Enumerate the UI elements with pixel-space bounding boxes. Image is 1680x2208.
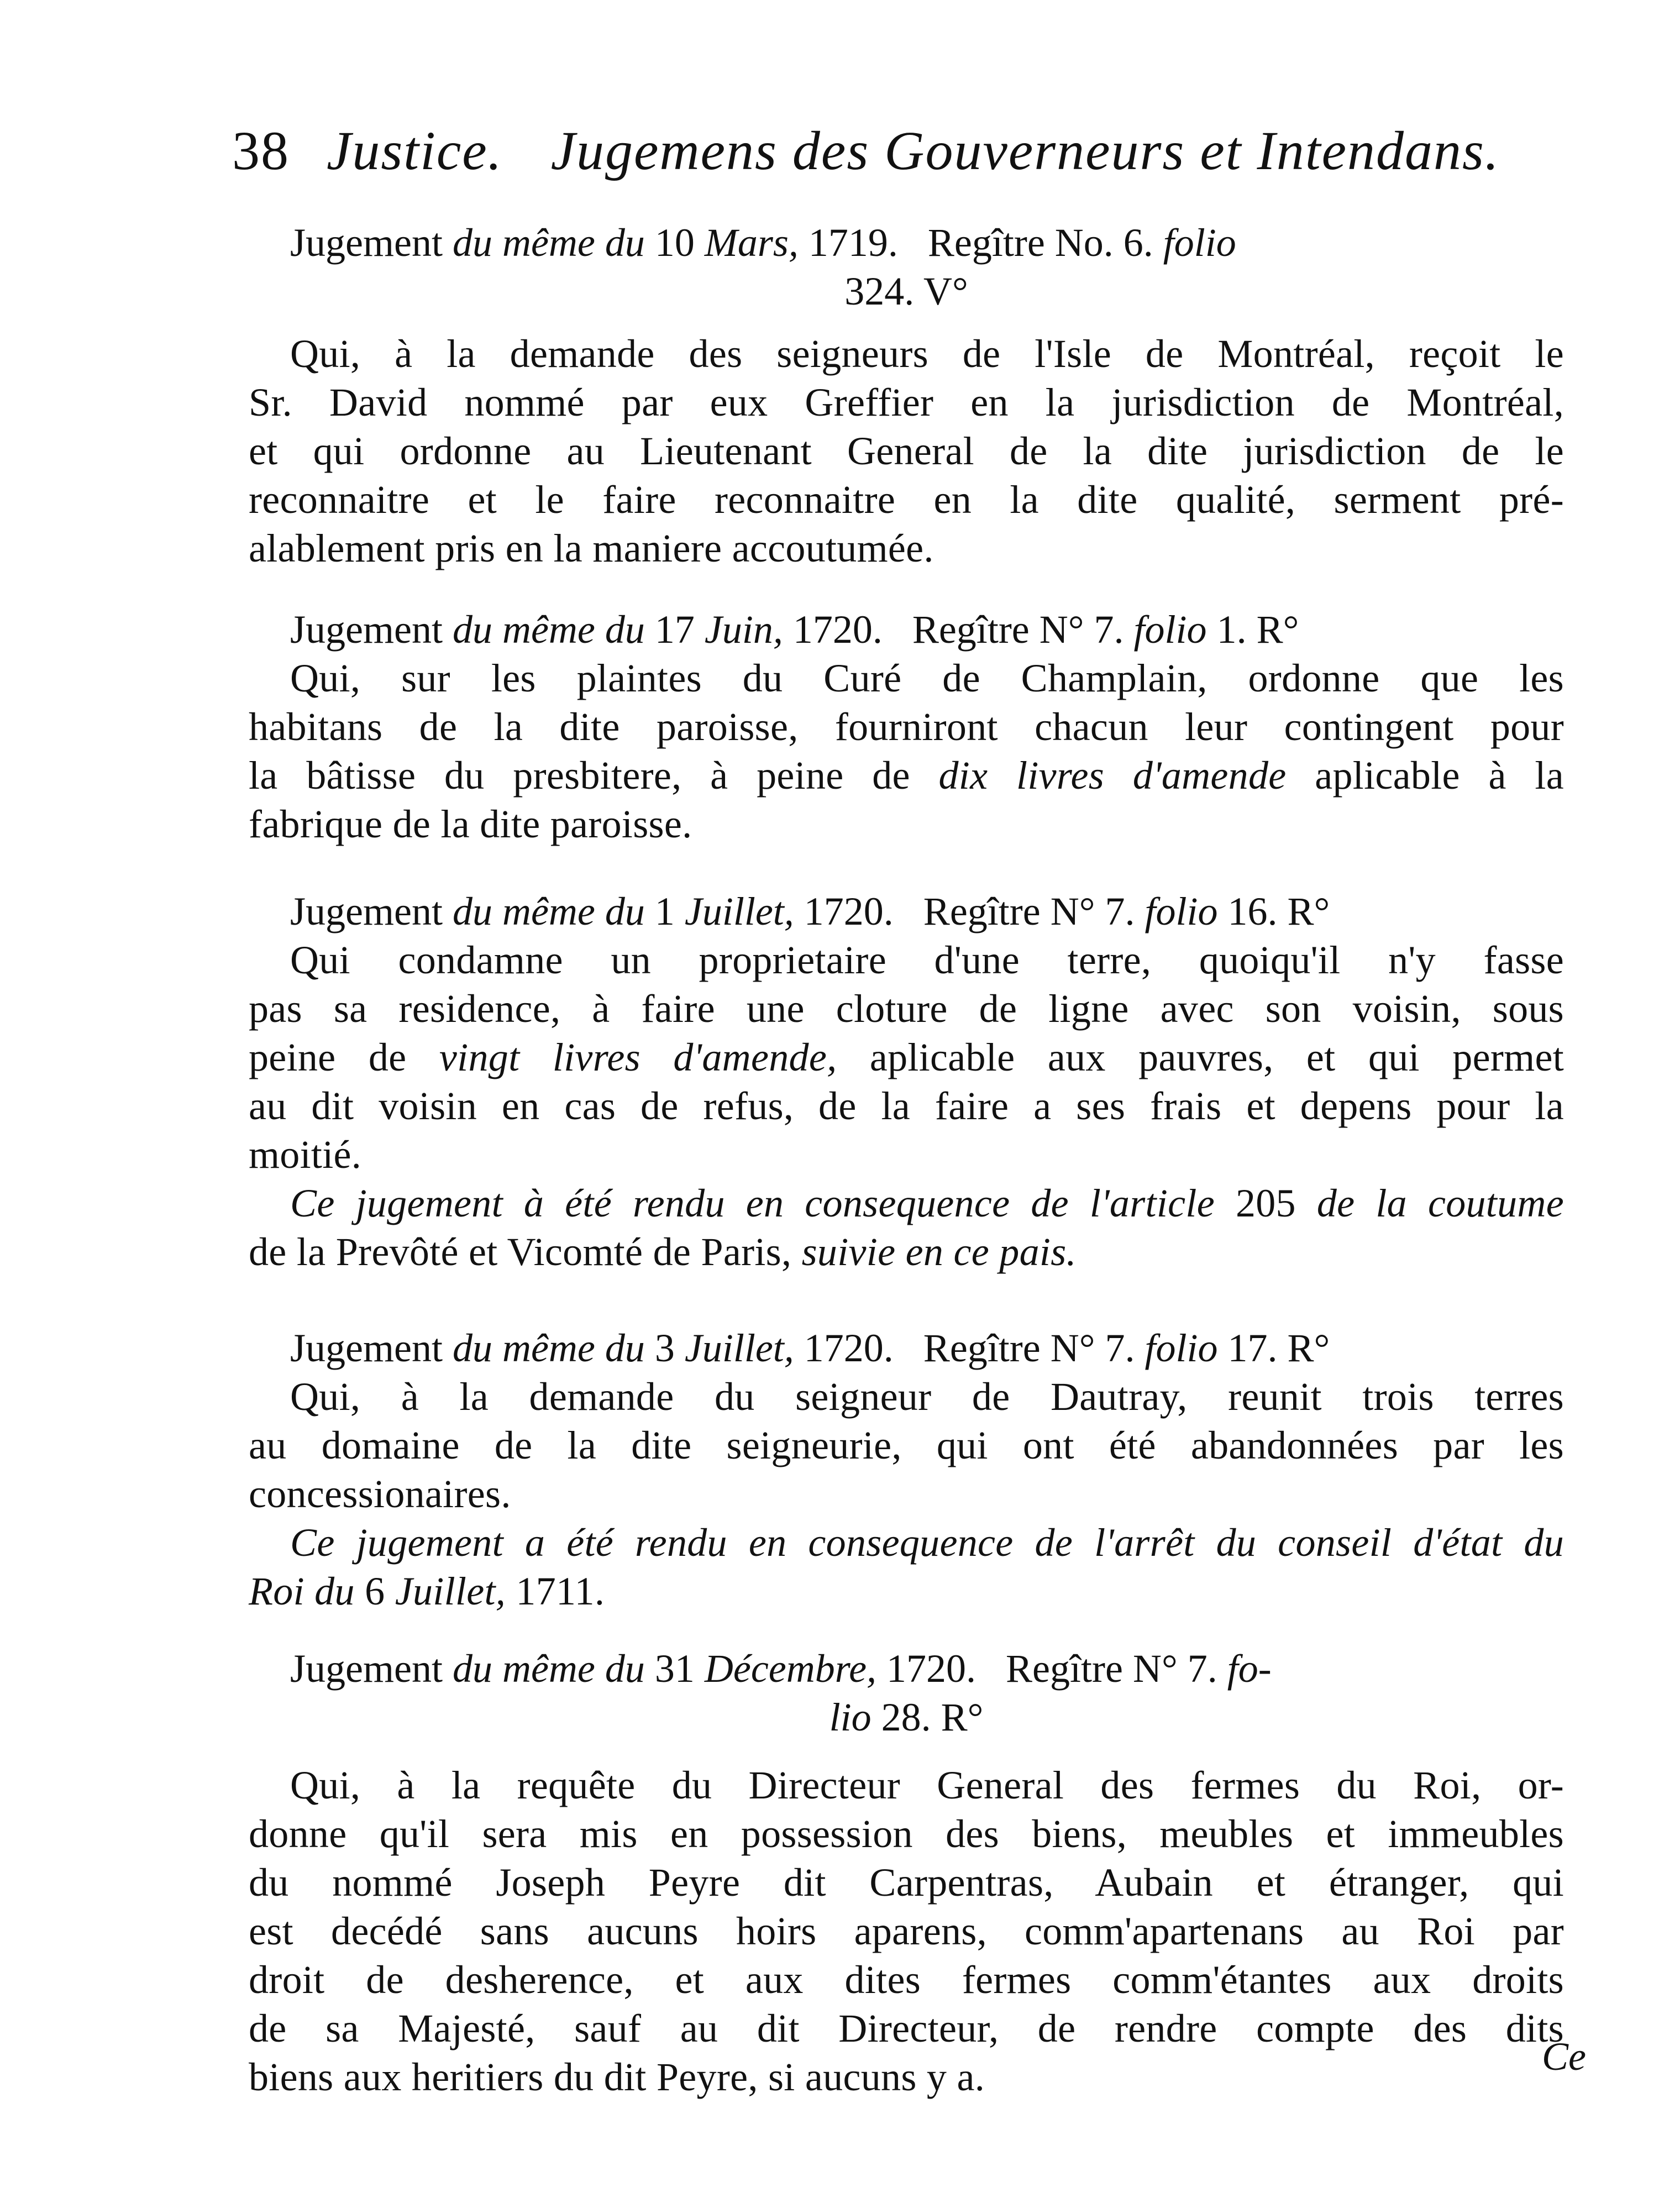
running-head xyxy=(232,119,1586,213)
note-line: de la Prevôté et Vicomté de Paris, suivie en ce pais. xyxy=(249,1230,1077,1274)
paragraph-line: et qui ordonne au Lieutenant General de la dite jurisdiction de le xyxy=(249,429,1564,473)
page-title: Jugemens des Gouverneurs et Intendans. xyxy=(550,120,1500,181)
paragraph-line: fabrique de la dite paroisse. xyxy=(249,802,692,846)
paragraph-line: habitans de la dite paroisse, fourniront chacun leur contingent pour xyxy=(249,705,1564,749)
section-title: Justice. xyxy=(327,120,503,181)
paragraph-line: Qui, à la demande des seigneurs de l'Isle de Montréal, reçoit le xyxy=(290,332,1564,376)
paragraph-line: reconnaitre et le faire reconnaitre en la dite qualité, serment pré- xyxy=(249,478,1564,522)
entry-2 xyxy=(249,605,1564,848)
entry-heading: Jugement du même du 10 Mars, 1719. Regître No. 6. folio xyxy=(290,221,1236,265)
paragraph-line: Qui condamne un proprietaire d'une terre, quoiqu'il n'y fasse xyxy=(290,938,1564,982)
paragraph-line: Qui, à la requête du Directeur General des fermes du Roi, or- xyxy=(290,1763,1564,1807)
paragraph-line: pas sa residence, à faire une cloture de ligne avec son voisin, sous xyxy=(249,987,1564,1031)
note-line: Ce jugement à été rendu en consequence de l'article 205 de la coutume xyxy=(290,1181,1564,1225)
paragraph-line: peine de vingt livres d'amende, aplicable aux pauvres, et qui permet xyxy=(249,1035,1565,1079)
entry-5 xyxy=(249,1644,1564,2101)
note-line: Roi du 6 Juillet, 1711. xyxy=(249,1569,605,1613)
paragraph-line: du nommé Joseph Peyre dit Carpentras, Aubain et étranger, qui xyxy=(249,1860,1564,1905)
paragraph-line: biens aux heritiers du dit Peyre, si aucuns y a. xyxy=(249,2055,985,2099)
paragraph-line: Sr. David nommé par eux Greffier en la jurisdiction de Montréal, xyxy=(249,380,1564,424)
paragraph-line: Qui, sur les plaintes du Curé de Champlain, ordonne que les xyxy=(290,656,1564,700)
page-number: 38 xyxy=(232,120,290,181)
paragraph-line: est decédé sans aucuns hoirs aparens, comm'apartenans au Roi par xyxy=(249,1909,1564,1953)
paragraph-line: droit de desherence, et aux dites fermes comm'étantes aux droits xyxy=(249,1958,1564,2002)
paragraph-line: au domaine de la dite seigneurie, qui ont été abandonnées par les xyxy=(249,1423,1564,1467)
note-line: Ce jugement a été rendu en consequence de l'arrêt du conseil d'état du xyxy=(290,1520,1564,1565)
entry-heading-cont: 324. V° xyxy=(844,269,968,313)
entry-4 xyxy=(249,1324,1564,1616)
paragraph-line: de sa Majesté, sauf au dit Directeur, de rendre compte des dits xyxy=(249,2006,1564,2050)
paragraph-line: concessionaires. xyxy=(249,1472,511,1516)
entry-heading: Jugement du même du 1 Juillet, 1720. Regître N° 7. folio 16. R° xyxy=(290,889,1330,933)
entry-1 xyxy=(249,218,1564,573)
entry-3 xyxy=(249,887,1564,1276)
paragraph-line: la bâtisse du presbitere, à peine de dix livres d'amende aplicable à la xyxy=(249,753,1564,798)
paragraph-line: moitié. xyxy=(249,1132,362,1177)
catchword: Ce xyxy=(1542,2034,1586,2079)
paragraph-line: Qui, à la demande du seigneur de Dautray, reunit trois terres xyxy=(290,1375,1564,1419)
entry-heading: Jugement du même du 17 Juin, 1720. Regître N° 7. folio 1. R° xyxy=(290,607,1299,652)
paragraph-line: alablement pris en la maniere accoutumée. xyxy=(249,526,934,570)
entry-heading: Jugement du même du 3 Juillet, 1720. Regître N° 7. folio 17. R° xyxy=(290,1326,1330,1370)
paragraph-line: au dit voisin en cas de refus, de la faire a ses frais et depens pour la xyxy=(249,1084,1564,1128)
entry-heading: Jugement du même du 31 Décembre, 1720. Regître N° 7. fo- xyxy=(290,1646,1272,1691)
entry-heading-cont: lio 28. R° xyxy=(829,1695,984,1739)
paragraph-line: donne qu'il sera mis en possession des biens, meubles et immeubles xyxy=(249,1812,1564,1856)
